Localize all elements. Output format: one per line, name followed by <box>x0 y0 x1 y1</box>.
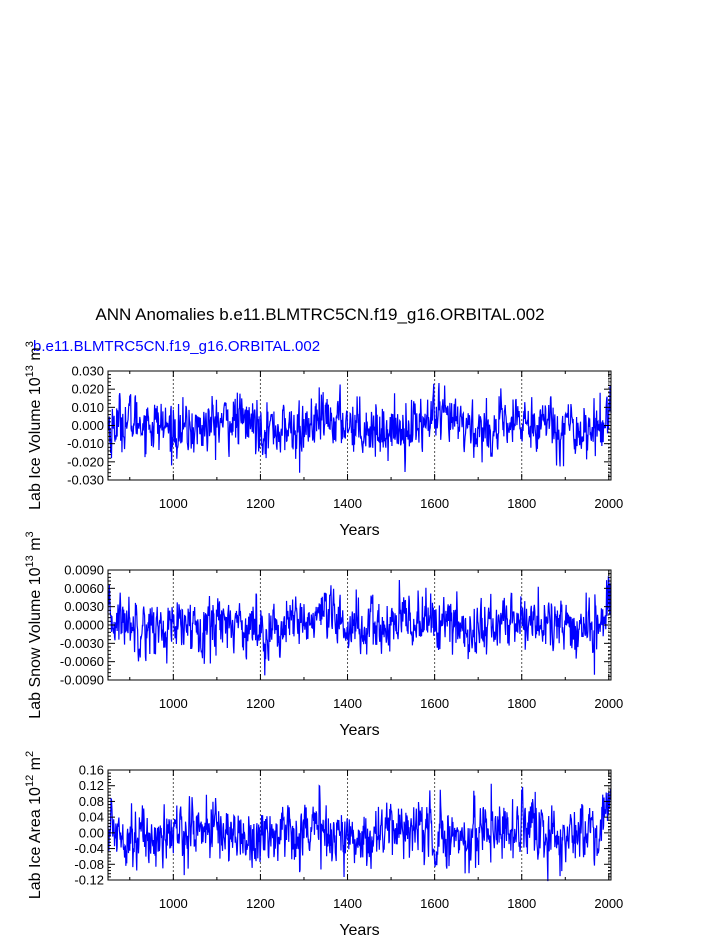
y-tick-label: 0.0030 <box>64 599 104 615</box>
x-tick-label: 1000 <box>158 496 188 511</box>
y-label-main: Lab Ice Volume 10 <box>27 377 44 510</box>
x-tick-label: 1400 <box>333 896 362 911</box>
y-axis-label <box>24 341 44 510</box>
y-label-main: Lab Snow Volume 10 <box>27 567 44 719</box>
y-tick-label: 0.04 <box>78 809 104 825</box>
y-tick-label: -0.12 <box>74 872 104 888</box>
y-tick-label: -0.020 <box>67 454 104 470</box>
y-tick-label: -0.08 <box>74 856 104 872</box>
y-tick-label: 0.0060 <box>64 580 104 596</box>
y-tick-label: 0.00 <box>78 825 104 841</box>
y-tick-label: 0.0090 <box>64 562 104 578</box>
x-tick-label: 1000 <box>158 896 188 911</box>
y-tick-label: -0.030 <box>67 472 104 488</box>
y-label-main: Lab Ice Area 10 <box>27 787 44 900</box>
y-label-unit-exponent: 2 <box>24 750 36 757</box>
x-tick-label: 1400 <box>333 496 362 511</box>
y-tick-label: 0.16 <box>78 762 104 778</box>
series-line <box>108 383 611 473</box>
y-tick-label: -0.0060 <box>59 654 104 670</box>
x-tick-label: 1200 <box>245 896 275 911</box>
y-tick-label: -0.0030 <box>59 635 104 651</box>
x-tick-label: 1000 <box>158 696 188 711</box>
y-label-unit: m <box>27 537 44 556</box>
x-tick-label: 1600 <box>420 896 450 911</box>
x-tick-label: 1400 <box>333 696 362 711</box>
y-tick-label: 0.030 <box>71 363 104 379</box>
y-label-unit-exponent: 3 <box>24 341 36 348</box>
y-tick-label: 0.0000 <box>64 617 104 633</box>
x-tick-label: 1800 <box>507 496 537 511</box>
x-tick-label: 1600 <box>420 696 450 711</box>
x-tick-label: 1800 <box>507 896 537 911</box>
series-line <box>108 784 611 881</box>
x-tick-label: 1200 <box>245 696 275 711</box>
y-axis-label <box>24 531 44 718</box>
y-label-exponent: 12 <box>24 774 36 788</box>
x-tick-label: 2000 <box>594 896 624 911</box>
y-tick-label: 0.020 <box>71 381 104 397</box>
y-axis-label <box>24 751 44 899</box>
x-tick-label: 2000 <box>594 496 624 511</box>
y-label-exponent: 13 <box>24 555 36 568</box>
y-tick-label: -0.04 <box>74 841 104 857</box>
y-tick-label: 0.000 <box>71 418 104 433</box>
panel-lab-ice-volume <box>24 341 623 539</box>
x-axis-label: Years <box>339 922 380 935</box>
y-label-unit: m <box>27 757 44 775</box>
y-tick-label: 0.010 <box>71 399 104 415</box>
y-label-unit: m <box>27 347 44 366</box>
x-tick-label: 1800 <box>507 696 537 711</box>
y-label-unit-exponent: 3 <box>24 531 36 538</box>
x-tick-label: 1200 <box>245 496 275 511</box>
x-tick-label: 1600 <box>420 496 450 511</box>
y-tick-label: 0.08 <box>78 793 104 809</box>
x-tick-label: 2000 <box>594 696 624 711</box>
panel-lab-ice-area <box>24 751 623 935</box>
case-subtitle: b.e11.BLMTRC5CN.f19_g16.ORBITAL.002 <box>33 338 321 355</box>
y-label-exponent: 13 <box>24 365 36 378</box>
y-tick-label: -0.010 <box>67 436 104 452</box>
panel-lab-snow-volume <box>24 531 623 739</box>
series-line <box>108 576 611 675</box>
x-axis-label: Years <box>339 522 380 539</box>
y-tick-label: 0.12 <box>78 778 104 794</box>
y-tick-label: -0.0090 <box>59 672 104 688</box>
x-axis-label: Years <box>339 722 380 739</box>
figure-title: ANN Anomalies b.e11.BLMTRC5CN.f19_g16.ORBITAL.002 <box>95 305 545 324</box>
